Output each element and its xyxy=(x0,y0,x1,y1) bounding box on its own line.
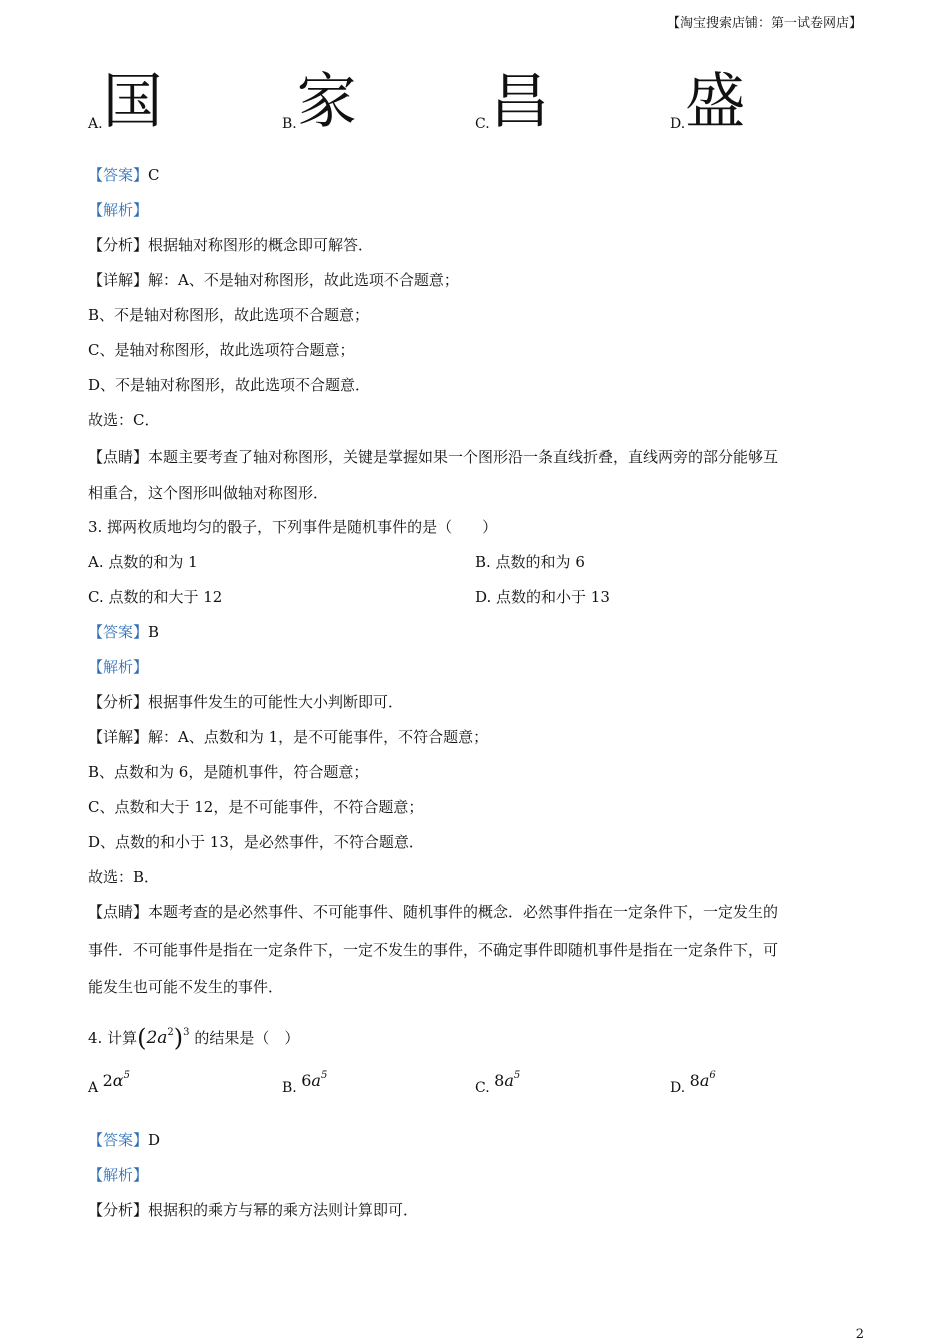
q2-option-d xyxy=(670,67,746,137)
q4-stem-post: 的结果是（ ） xyxy=(194,1029,300,1047)
q2-line-d: D、不是轴对称图形，故此选项不合题意． xyxy=(88,376,371,394)
q3-analysis-tag: 【解析】 xyxy=(88,658,149,676)
q3-line-b: B、点数和为 6，是随机事件，符合题意； xyxy=(88,763,369,781)
option-char: 昌 xyxy=(489,67,550,137)
q2-option-c xyxy=(475,67,550,137)
page-number: 2 xyxy=(855,1327,864,1342)
q4-analysis-tag: 【解析】 xyxy=(88,1166,149,1184)
q3-line-d: D、点数的和小于 13，是必然事件，不符合题意． xyxy=(88,833,424,851)
q2-fenxi: 【分析】根据轴对称图形的概念即可解答． xyxy=(88,236,374,254)
option-coef: 2 xyxy=(102,1071,113,1090)
q3-guxuan: 故选：B． xyxy=(88,868,160,886)
q3-dianjing-2: 事件．不可能事件是指在一定条件下，一定不发生的事件，不确定事件即随机事件是指在一定条件下，可 xyxy=(88,941,779,959)
option-label: A. xyxy=(88,116,103,132)
q2-option-a xyxy=(88,67,163,137)
answer-value: B xyxy=(148,623,160,641)
option-var: a xyxy=(699,1071,710,1090)
q4-option-c xyxy=(475,1070,520,1096)
option-var: a xyxy=(311,1071,321,1090)
q2-analysis-tag: 【解析】 xyxy=(88,201,149,219)
option-var: α xyxy=(112,1071,124,1090)
option-coef: 6 xyxy=(301,1071,312,1090)
q2-dianjing-1: 【点睛】本题主要考查了轴对称图形，关键是掌握如果一个图形沿一条直线折叠，直线两旁的部分能够互 xyxy=(88,448,779,466)
option-label: A xyxy=(88,1080,99,1096)
q2-answer xyxy=(88,165,160,185)
option-label: D. xyxy=(670,116,686,132)
q2-line-c: C、是轴对称图形，故此选项符合题意； xyxy=(88,341,355,359)
q4-stem: 4. 计算$(2a^2)^3$ 的结果是（ ） xyxy=(88,1024,300,1052)
page-header: 【淘宝搜索店铺：第一试卷网店】 xyxy=(666,16,862,31)
q4-stem-exp-outer: 3 xyxy=(183,1027,190,1038)
q3-stem: 3. 掷两枚质地均匀的骰子，下列事件是随机事件的是（ ） xyxy=(88,518,498,536)
q3-answer xyxy=(88,622,159,642)
q3-dianjing-1: 【点睛】本题考查的是必然事件、不可能事件、随机事件的概念．必然事件指在一定条件下，一定发生的 xyxy=(88,903,779,921)
q4-stem-exp-inner: 2 xyxy=(167,1027,174,1038)
q2-option-b xyxy=(282,67,357,137)
q4-stem-pre: 4. 计算 xyxy=(88,1029,138,1047)
answer-tag: 【答案】 xyxy=(88,166,149,184)
q3-option-c: C. 点数的和大于 12 xyxy=(88,588,223,606)
option-exp: 5 xyxy=(123,1070,130,1081)
answer-value: C xyxy=(148,166,160,184)
q3-fenxi: 【分析】根据事件发生的可能性大小判断即可． xyxy=(88,693,404,711)
option-var: a xyxy=(504,1071,514,1090)
option-exp: 5 xyxy=(513,1070,521,1081)
q4-option-b xyxy=(282,1070,327,1096)
q4-option-a xyxy=(88,1070,130,1096)
option-exp: 6 xyxy=(709,1070,716,1081)
answer-tag: 【答案】 xyxy=(88,623,149,641)
q3-option-d: D. 点数的和小于 13 xyxy=(475,588,610,606)
q3-xiangjie: 【详解】解：A、点数和为 1，是不可能事件，不符合题意； xyxy=(88,728,489,746)
q2-xiangjie: 【详解】解：A、不是轴对称图形，故此选项不合题意； xyxy=(88,271,459,289)
option-char: 国 xyxy=(102,67,163,137)
answer-value: D xyxy=(148,1131,161,1149)
option-coef: 8 xyxy=(689,1071,700,1090)
q3-line-c: C、点数和大于 12，是不可能事件，不符合题意； xyxy=(88,798,424,816)
q4-option-d xyxy=(670,1070,716,1096)
q3-option-b: B. 点数的和为 6 xyxy=(475,553,585,571)
q4-answer xyxy=(88,1130,160,1150)
option-char: 家 xyxy=(296,67,357,137)
option-label: B. xyxy=(282,116,297,132)
q3-option-a: A. 点数的和为 1 xyxy=(88,553,198,571)
option-label: D. xyxy=(670,1080,686,1096)
q4-stem-expr: 2a xyxy=(146,1028,168,1048)
q2-guxuan: 故选：C． xyxy=(88,411,160,429)
option-label: C. xyxy=(475,1080,490,1096)
option-char: 盛 xyxy=(685,67,746,137)
option-label: C. xyxy=(475,116,490,132)
option-coef: 8 xyxy=(494,1071,505,1090)
option-label: B. xyxy=(282,1080,297,1096)
q2-line-b: B、不是轴对称图形，故此选项不合题意； xyxy=(88,306,370,324)
q2-dianjing-2: 相重合，这个图形叫做轴对称图形． xyxy=(88,484,329,502)
q3-dianjing-3: 能发生也可能不发生的事件． xyxy=(88,978,284,996)
q4-fenxi: 【分析】根据积的乘方与幂的乘方法则计算即可． xyxy=(88,1201,419,1219)
answer-tag: 【答案】 xyxy=(88,1131,149,1149)
option-exp: 5 xyxy=(320,1070,328,1081)
